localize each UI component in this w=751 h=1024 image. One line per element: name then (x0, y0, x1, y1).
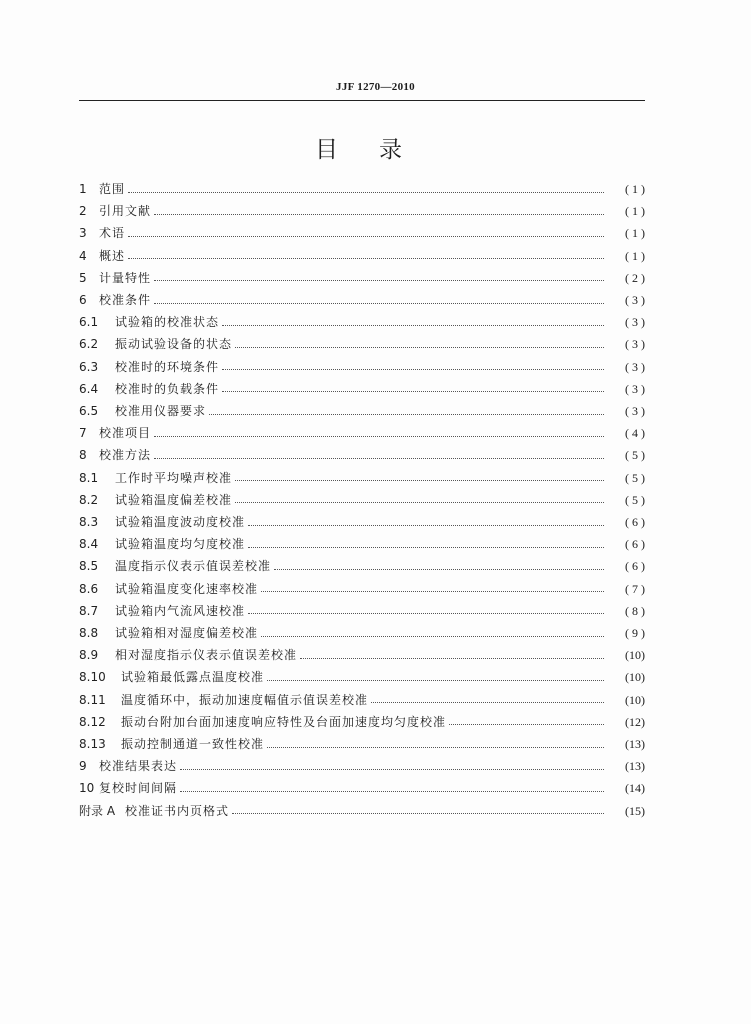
toc-entry-number: 2 (79, 204, 87, 219)
toc-leader-dots (222, 325, 604, 326)
toc-entry (79, 713, 645, 731)
toc-entry (79, 624, 645, 642)
toc-leader-dots (235, 502, 604, 503)
toc-entry-label: 试验箱温度波动度校准 (115, 515, 246, 529)
toc-entry-label: 校准条件 (99, 293, 152, 307)
toc-entry (79, 491, 645, 509)
toc-entry (79, 202, 645, 220)
toc-entry-number: 8.7 (79, 603, 99, 618)
toc-entry-label: 试验箱温度偏差校准 (115, 492, 233, 507)
toc-entry-page: ( 2 ) (625, 270, 645, 285)
toc-leader-dots (154, 280, 604, 281)
toc-entry-label: 相对湿度指示仪表示值误差校准 (115, 648, 298, 663)
toc-entry-number: 9 (79, 759, 87, 774)
toc-entry-label: 校准时的环境条件 (115, 359, 220, 374)
toc-entry-page: ( 3 ) (625, 337, 645, 352)
toc-entry-page: ( 5 ) (625, 492, 645, 507)
toc-entry-page: (13) (625, 737, 645, 751)
toc-entry-page: ( 6 ) (625, 515, 645, 529)
toc-leader-dots (154, 303, 604, 304)
toc-entry-page: (10) (625, 692, 645, 707)
toc-entry-page: ( 4 ) (625, 426, 645, 441)
toc-entry-page: ( 3 ) (625, 293, 645, 307)
toc-entry (79, 513, 645, 531)
toc-entry-page: ( 3 ) (625, 359, 645, 374)
toc-entry-page: ( 8 ) (625, 603, 645, 618)
toc-entry-number: 6.2 (79, 337, 99, 352)
toc-entry (79, 180, 645, 198)
toc-leader-dots (128, 236, 604, 237)
toc-entry (79, 402, 645, 420)
toc-entry-label: 校准结果表达 (99, 759, 178, 774)
toc-entry-page: ( 7 ) (625, 581, 645, 596)
toc-entry-label: 范围 (99, 182, 126, 196)
toc-entry-label: 振动控制通道一致性校准 (121, 737, 265, 751)
toc-entry-label: 复校时间间隔 (99, 781, 178, 796)
toc-entry (79, 668, 645, 686)
toc-leader-dots (248, 613, 604, 614)
toc-entry (79, 380, 645, 398)
toc-entry-page: ( 5 ) (625, 470, 645, 485)
toc-entry (79, 424, 645, 442)
toc-entry-number: 8.8 (79, 626, 99, 640)
toc-entry (79, 358, 645, 376)
toc-entry-page: ( 1 ) (625, 182, 645, 196)
toc-entry-page: ( 6 ) (625, 559, 645, 574)
toc-entry-label: 温度循环中，振动加速度幅值示值误差校准 (121, 692, 369, 707)
toc-entry-label: 概述 (99, 248, 126, 263)
toc-entry-number: 8.11 (79, 692, 106, 707)
toc-entry-number: 8.13 (79, 737, 106, 751)
toc-entry-label: 温度指示仪表示值误差校准 (115, 559, 272, 574)
toc-entry-number: 1 (79, 182, 87, 196)
header-rule (79, 100, 645, 101)
toc-entry-number: 6.1 (79, 315, 99, 330)
toc-entry-number: 8.3 (79, 515, 99, 529)
toc-leader-dots (154, 436, 604, 437)
toc-entry-page: (10) (625, 648, 645, 663)
toc-entry-number: 4 (79, 248, 87, 263)
toc-entry-number: 8.4 (79, 537, 99, 552)
toc-entry (79, 646, 645, 664)
toc-entry-label: 引用文献 (99, 204, 152, 219)
toc-entry-page: ( 9 ) (625, 626, 645, 640)
toc-entry-label: 振动台附加台面加速度响应特性及台面加速度均匀度校准 (121, 714, 447, 729)
toc-entry-number: 8.6 (79, 581, 99, 596)
toc-entry-label: 校准项目 (99, 426, 152, 441)
toc-entry-page: (15) (625, 803, 645, 818)
toc-entry (79, 735, 645, 753)
toc-leader-dots (261, 591, 604, 592)
toc-entry-label: 试验箱温度均匀度校准 (115, 537, 246, 552)
toc-leader-dots (128, 258, 604, 259)
toc-entry-label: 试验箱温度变化速率校准 (115, 581, 259, 596)
toc-entry-label: 校准时的负载条件 (115, 381, 220, 396)
toc-entry-page: ( 3 ) (625, 315, 645, 330)
toc-entry-number: 附录 A (79, 803, 116, 818)
toc-entry-number: 8.5 (79, 559, 99, 574)
toc-entry (79, 802, 645, 820)
toc-entry-page: ( 1 ) (625, 204, 645, 219)
toc-leader-dots (248, 547, 604, 548)
toc-entry (79, 691, 645, 709)
toc-leader-dots (267, 680, 604, 681)
toc-entry (79, 291, 645, 309)
toc-leader-dots (128, 192, 604, 193)
toc-entry (79, 757, 645, 775)
toc-entry-page: ( 6 ) (625, 537, 645, 552)
toc-entry-label: 振动试验设备的状态 (115, 337, 233, 352)
toc-entry-label: 试验箱相对湿度偏差校准 (115, 626, 259, 640)
toc-entry-label: 校准证书内页格式 (125, 803, 230, 818)
toc-entry-number: 10 (79, 781, 95, 796)
toc-leader-dots (449, 724, 604, 725)
toc-leader-dots (232, 813, 604, 814)
toc-entry-number: 5 (79, 270, 87, 285)
toc-entry (79, 247, 645, 265)
toc-leader-dots (371, 702, 604, 703)
toc-leader-dots (222, 391, 604, 392)
toc-leader-dots (154, 458, 604, 459)
toc-entry (79, 602, 645, 620)
title-char-2: 录 (379, 137, 402, 163)
toc-entry-page: (13) (625, 759, 645, 774)
toc-leader-dots (209, 414, 604, 415)
toc-entry-label: 试验箱内气流风速校准 (115, 603, 246, 618)
toc-leader-dots (154, 214, 604, 215)
toc-entry-number: 8.12 (79, 714, 106, 729)
toc-leader-dots (261, 636, 604, 637)
toc-entry (79, 557, 645, 575)
toc-entry-number: 8.1 (79, 470, 99, 485)
toc-entry-label: 试验箱的校准状态 (115, 315, 220, 330)
toc-entry-number: 8 (79, 448, 87, 463)
toc-entry (79, 313, 645, 331)
toc-leader-dots (248, 525, 604, 526)
toc-entry-number: 8.10 (79, 670, 106, 685)
toc-entry (79, 224, 645, 242)
title-char-1: 目 (315, 137, 338, 163)
toc-entry-number: 3 (79, 226, 87, 241)
toc-leader-dots (274, 569, 604, 570)
toc-entry-page: (14) (625, 781, 645, 796)
toc-leader-dots (222, 369, 604, 370)
toc-entry-label: 试验箱最低露点温度校准 (121, 670, 265, 685)
toc-entry-label: 校准方法 (99, 448, 152, 463)
toc-entry-number: 8.9 (79, 648, 99, 663)
toc-entry (79, 446, 645, 464)
toc-entry-page: ( 1 ) (625, 226, 645, 241)
toc-leader-dots (267, 747, 604, 748)
toc-entry (79, 535, 645, 553)
toc-entry-page: (12) (625, 714, 645, 729)
toc-entry-number: 6.5 (79, 404, 99, 418)
toc-entry-number: 6.4 (79, 381, 99, 396)
toc-entry-label: 校准用仪器要求 (115, 404, 207, 418)
toc-entry-label: 工作时平均噪声校准 (115, 470, 233, 485)
toc-entry-number: 6 (79, 293, 87, 307)
toc-leader-dots (235, 480, 604, 481)
toc-entry (79, 269, 645, 287)
toc-entry-number: 7 (79, 426, 87, 441)
toc-leader-dots (180, 769, 604, 770)
toc-entry (79, 335, 645, 353)
toc-entry-page: ( 5 ) (625, 448, 645, 463)
toc-entry-page: ( 1 ) (625, 248, 645, 263)
toc-entry-page: ( 3 ) (625, 404, 645, 418)
toc-entry (79, 779, 645, 797)
standard-code: JJF 1270—2010 (336, 81, 415, 93)
toc-leader-dots (235, 347, 604, 348)
toc-entry-page: (10) (625, 670, 645, 685)
page-title (315, 131, 445, 161)
toc-entry (79, 469, 645, 487)
toc-entry-page: ( 3 ) (625, 381, 645, 396)
toc-leader-dots (180, 791, 604, 792)
toc-entry-label: 术语 (99, 226, 126, 241)
toc-entry-number: 6.3 (79, 359, 99, 374)
toc-leader-dots (300, 658, 604, 659)
toc-entry (79, 580, 645, 598)
toc-entry-number: 8.2 (79, 492, 99, 507)
toc-entry-label: 计量特性 (99, 270, 152, 285)
